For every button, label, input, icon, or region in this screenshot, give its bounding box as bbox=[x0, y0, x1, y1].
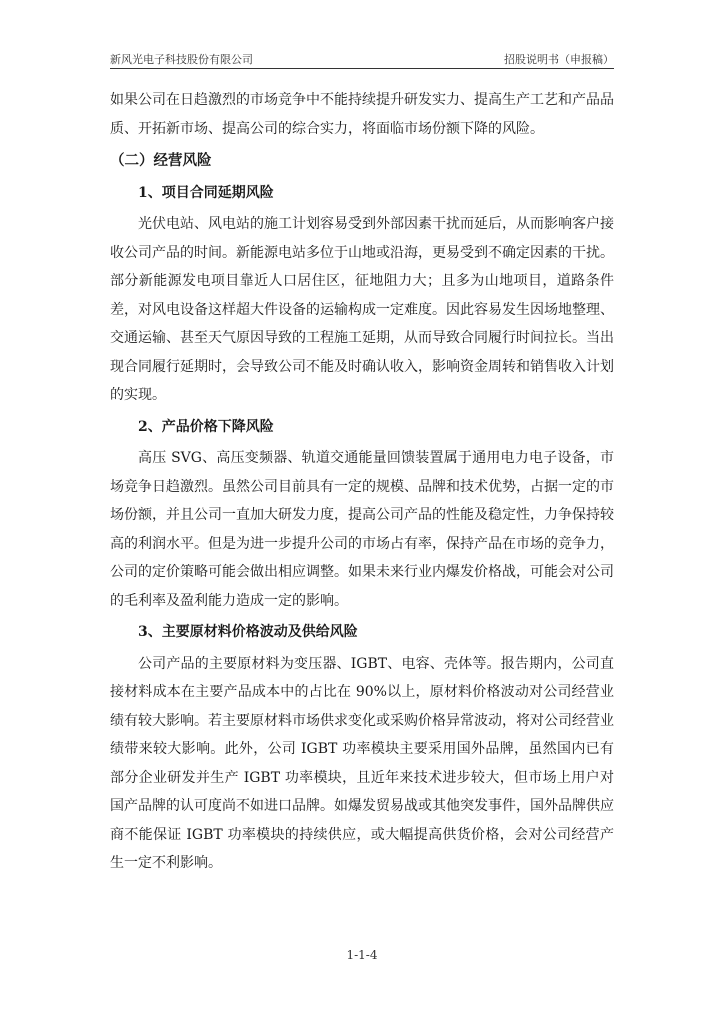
header-company-name: 新风光电子科技股份有限公司 bbox=[110, 53, 253, 66]
subsection-heading-contract-delay: 1、项目合同延期风险 bbox=[138, 184, 274, 201]
page-body bbox=[110, 86, 614, 878]
intro-paragraph: 如果公司在日趋激烈的市场竞争中不能持续提升研发实力、提高生产工艺和产品品质、开拓新市场、提高公司的综合实力，将面临市场份额下降的风险。 bbox=[110, 92, 614, 137]
page-number: 1-1-4 bbox=[346, 948, 378, 962]
paragraph-price-decline: 高压 SVG、高压变频器、轨道交通能量回馈装置属于通用电力电子设备，市场竞争日趋激烈。虽然公司目前具有一定的规模、品牌和技术优势，占据一定的市场份额，并且公司一直加大研发力度，提高公司产品的性能及稳定性，力争保持较高的利润水平。但是为进一步提升公司的市场占有率，保持产品在市场的竞争力，公司的定价策略可能会做出相应调整。如果未来行业内爆发价格战，可能会对公司的毛利率及盈利能力造成一定的影响。 bbox=[110, 450, 614, 609]
header-document-title: 招股说明书（申报稿） bbox=[504, 53, 614, 66]
paragraph-contract-delay: 光伏电站、风电站的施工计划容易受到外部因素干扰而延后，从而影响客户接收公司产品的时间。新能源电站多位于山地或沿海，更易受到不确定因素的干扰。部分新能源发电项目靠近人口居住区，征地阻力大；且多为山地项目，道路条件差，对风电设备这样超大件设备的运输构成一定难度。因此容易发生因场地整理、交通运输、甚至天气原因导致的工程施工延期，从而导致合同履行时间拉长。当出现合同履行延期时，会导致公司不能及时确认收入，影响资金周转和销售收入计划的实现。 bbox=[110, 216, 614, 403]
page-header bbox=[110, 52, 614, 69]
section-title-operating-risk: （二）经营风险 bbox=[110, 152, 212, 169]
paragraph-raw-material: 公司产品的主要原材料为变压器、IGBT、电容、壳体等。报告期内，公司直接材料成本在主要产品成本中的占比在 90%以上，原材料价格波动对公司经营业绩有较大影响。若主要原材料市场供求变化或采购价格异常波动，将对公司经营业绩带来较大影响。此外，公司 IGBT 功率模块主要采用国外品牌，虽然国内已有部分企业研发并生产 IGBT 功率模块，且近年来技术进步较大，但市场上用户对国产品牌的认可度尚不如进口品牌。如爆发贸易战或其他突发事件，国外品牌供应商不能保证 IGBT 功率模块的持续供应，或大幅提高供货价格，会对公司经营产生一定不利影响。 bbox=[110, 655, 614, 871]
subsection-heading-price-decline: 2、产品价格下降风险 bbox=[138, 418, 274, 435]
subsection-heading-raw-material: 3、主要原材料价格波动及供给风险 bbox=[138, 624, 358, 640]
